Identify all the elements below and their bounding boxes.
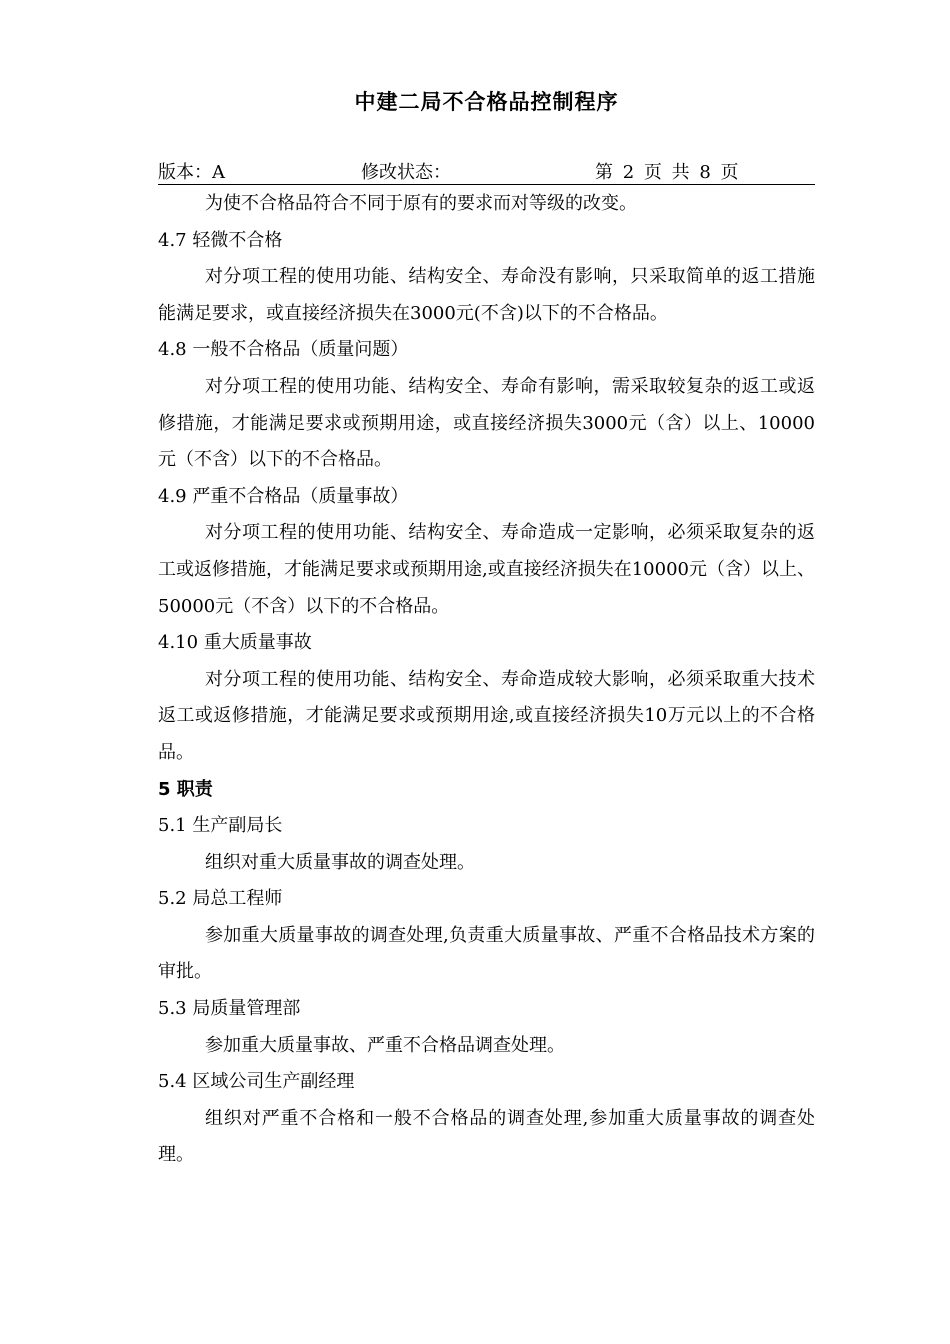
document-header [158, 158, 815, 185]
paragraph-5-1: 组织对重大质量事故的调查处理。 [205, 851, 475, 873]
document-body [158, 186, 815, 1174]
section-heading-4-9: 4.9 严重不合格品（质量事故） [158, 485, 409, 507]
section-heading-5-3: 5.3 局质量管理部 [158, 998, 301, 1020]
section-heading-4-10: 4.10 重大质量事故 [158, 632, 312, 654]
paragraph-5-2: 参加重大质量事故的调查处理,负责重大质量事故、严重不合格品技术方案的审批。 [158, 924, 815, 983]
section-heading-5-4: 5.4 区域公司生产副经理 [158, 1071, 355, 1093]
header-revision-status: 修改状态： [361, 162, 451, 183]
section-heading-5-1: 5.1 生产副局长 [158, 815, 283, 837]
header-page-number: 第 2 页 共 8 页 [595, 162, 739, 183]
document-title: 中建二局不合格品控制程序 [354, 90, 619, 114]
paragraph-4-8: 对分项工程的使用功能、结构安全、寿命有影响，需采取较复杂的返工或返修措施，才能满足要求或预期用途，或直接经济损失3000元（含）以上、10000元（不含）以下的不合格品。 [158, 375, 815, 471]
paragraph-5-3: 参加重大质量事故、严重不合格品调查处理。 [205, 1034, 565, 1056]
section-heading-4-7: 4.7 轻微不合格 [158, 229, 283, 251]
section-heading-5-2: 5.2 局总工程师 [158, 888, 283, 910]
paragraph-4-10: 对分项工程的使用功能、结构安全、寿命造成较大影响，必须采取重大技术返工或返修措施，才能满足要求或预期用途,或直接经济损失10万元以上的不合格品。 [158, 668, 815, 763]
section-heading-4-8: 4.8 一般不合格品（质量问题） [158, 339, 409, 361]
header-version: 版本：A [158, 162, 225, 183]
paragraph-continuation: 为使不合格品符合不同于原有的要求而对等级的改变。 [205, 193, 637, 214]
paragraph-5-4: 组织对严重不合格和一般不合格品的调查处理,参加重大质量事故的调查处理。 [158, 1107, 815, 1166]
section-heading-5: 5 职责 [158, 778, 213, 800]
paragraph-4-9: 对分项工程的使用功能、结构安全、寿命造成一定影响，必须采取复杂的返工或返修措施，才能满足要求或预期用途,或直接经济损失在10000元（含）以上、50000元（不含）以下的不合格品。 [158, 522, 815, 617]
paragraph-4-7: 对分项工程的使用功能、结构安全、寿命没有影响，只采取简单的返工措施能满足要求，或直接经济损失在3000元(不含)以下的不合格品。 [158, 266, 815, 324]
